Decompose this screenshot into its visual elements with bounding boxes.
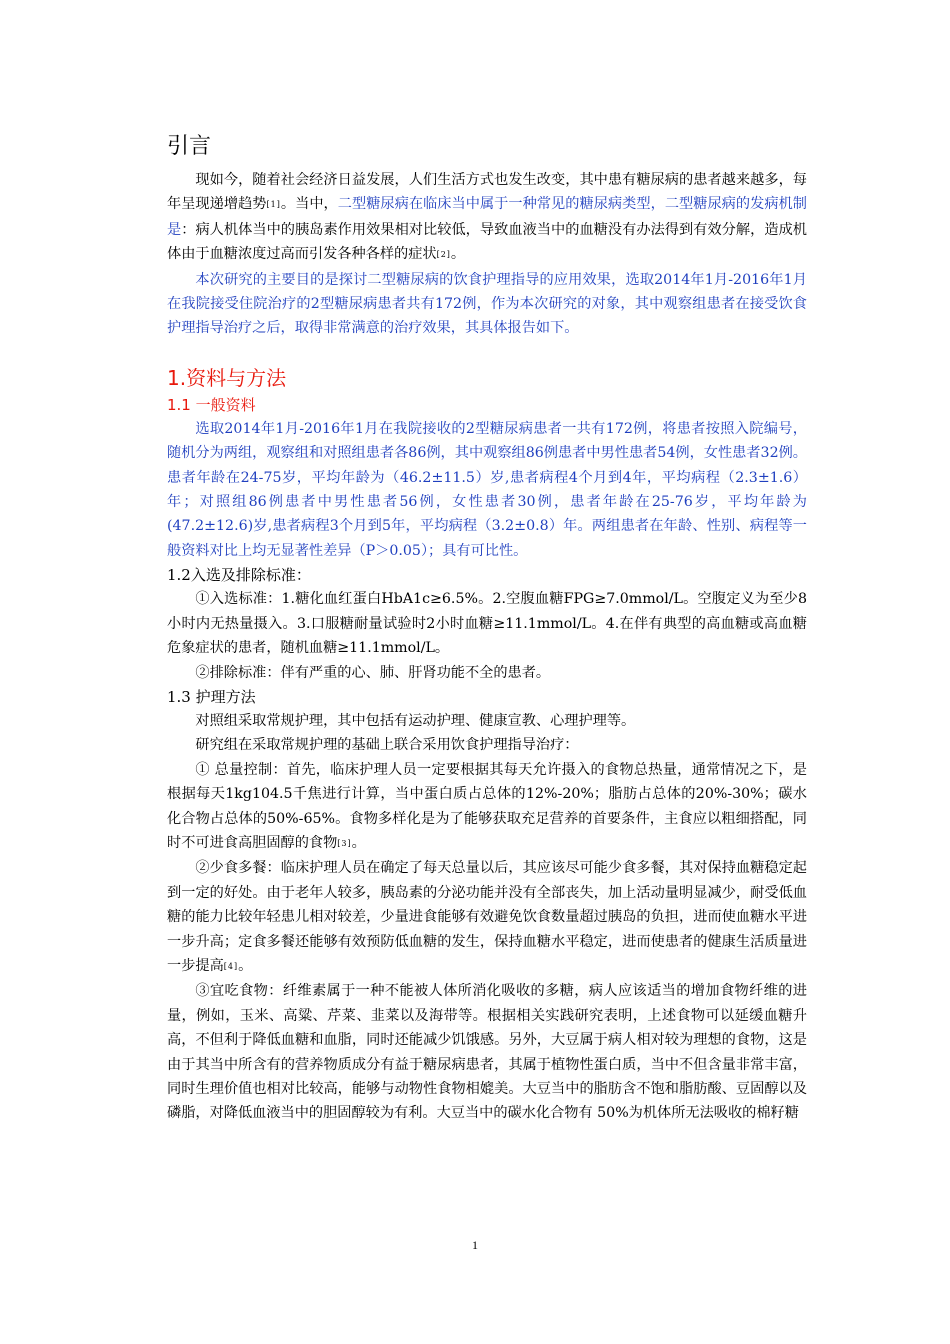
total-control-text: ① 总量控制：首先，临床护理人员一定要根据其每天允许摄入的食物总热量，通常情况之下，是根据每天1kg104.5千焦进行计算，当中蛋白质占总体的12%-20%；脂肪占总体的20%-30%；碳水化合物占总体的50%-65%。食物多样化是为了能够获取充足营养的首要条件，主食应以粗细搭配，同时不可进食高胆固醇的食物 bbox=[167, 761, 807, 851]
exclusion-criteria-paragraph: ②排除标准：伴有严重的心、肺、肝肾功能不全的患者。 bbox=[195, 664, 551, 681]
intro-paragraph-2: 本次研究的主要目的是探讨二型糖尿病的饮食护理指导的应用效果，选取2014年1月-2016年1月在我院接受住院治疗的2型糖尿病患者共有172例，作为本次研究的对象，其中观察组患者在接受饮食护理指导治疗之后，取得非常满意的治疗效果，其具体报告如下。 bbox=[167, 271, 807, 337]
section-1-1-paragraph: 选取2014年1月-2016年1月在我院接收的2型糖尿病患者一共有172例，将患者按照入院编号，随机分为两组，观察组和对照组患者各86例，其中观察组86例患者中男性患者54例，女性患者32例。患者年龄在24-75岁，平均年龄为（46.2±11.5）岁,患者病程4个月到4年，平均病程（2.3±1.6）年；对照组86例患者中男性患者56例，女性患者30例，患者年龄在25-76岁，平均年龄为(47.2±12.6)岁,患者病程3个月到5年，平均病程（3.2±0.8）年。两组患者在年龄、性别、病程等一般资料对比上均无显著性差异（P＞0.05）；具有可比性。 bbox=[167, 420, 807, 559]
citation-ref-1: [1] bbox=[266, 200, 281, 210]
citation-ref-2: [2] bbox=[436, 250, 451, 260]
inclusion-criteria-paragraph: ①入选标准：1.糖化血红蛋白HbA1c≥6.5%。2.空腹血糖FPG≥7.0mmol/L。空腹定义为至少8小时内无热量摄入。3.口服糖耐量试验时2小时血糖≥11.1mmol/L。4.在伴有典型的高血糖或高血糖危象症状的患者，随机血糖≥11.1mmol/L。 bbox=[167, 591, 807, 657]
citation-ref-3: [3] bbox=[337, 838, 352, 848]
recommended-foods-paragraph: ③宜吃食物：纤维素属于一种不能被人体所消化吸收的多糖，病人应该适当的增加食物纤维的进量，例如，玉米、高粱、芹菜、韭菜以及海带等。根据相关实践研究表明，上述食物可以延缓血糖升高，不但利于降低血糖和血脂，同时还能减少饥饿感。另外，大豆属于病人相对较为理想的食物，这是由于其当中所含有的营养物质成分有益于糖尿病患者，其属于植物性蛋白质，当中不但含量非常丰富，同时生理价值也相对比较高，能够与动物性食物相媲美。大豆当中的脂肪含不饱和脂肪酸、豆固醇以及磷脂，对降低血液当中的胆固醇较为有利。大豆当中的碳水化合物有 50%为机体所无法吸收的棉籽糖 bbox=[167, 983, 807, 1122]
total-control-paragraph bbox=[167, 758, 807, 857]
section-1-2-heading: 1.2入选及排除标准： bbox=[167, 566, 311, 585]
small-meals-paragraph bbox=[167, 856, 807, 979]
section-1-3-heading: 1.3 护理方法 bbox=[167, 687, 256, 706]
intro-p1-text-d: 。 bbox=[450, 246, 466, 263]
page-number: 1 bbox=[472, 1238, 478, 1252]
citation-ref-4: [4] bbox=[223, 961, 239, 971]
intro-p1-blue-b: 二型糖尿病的发病机制是 bbox=[167, 196, 807, 238]
section-1-heading: 1.资料与方法 bbox=[167, 365, 287, 390]
total-control-end: 。 bbox=[351, 834, 366, 851]
intro-p1-text-a: 现如今，随着社会经济日益发展，人们生活方式也发生改变，其中患有糖尿病的患者越来越多，每年呈现递增趋势 bbox=[167, 172, 807, 213]
control-group-paragraph: 对照组采取常规护理，其中包括有运动护理、健康宣教、心理护理等。 bbox=[195, 712, 636, 729]
intro-paragraph-1 bbox=[167, 168, 807, 268]
study-group-paragraph: 研究组在采取常规护理的基础上联合采用饮食护理指导治疗： bbox=[195, 737, 579, 754]
intro-p1-text-b: 。当中， bbox=[280, 196, 338, 213]
intro-p1-text-c: ：病人机体当中的胰岛素作用效果相对比较低，导致血液当中的血糖没有办法得到有效分解，造成机体由于血糖浓度过高而引发各种各样的症状 bbox=[167, 221, 807, 263]
intro-heading: 引言 bbox=[167, 134, 212, 159]
small-meals-text: ②少食多餐：临床护理人员在确定了每天总量以后，其应该尽可能少食多餐，其对保持血糖稳定起到一定的好处。由于老年人较多，胰岛素的分泌功能并没有全部丧失，加上活动量明显减少，耐受低血糖的能力比较年轻患儿相对较差，少量进食能够有效避免饮食数量超过胰岛的负担，进而使血糖水平进一步升高；定食多餐还能够有效预防低血糖的发生，保持血糖水平稳定，进而使患者的健康生活质量进一步提高 bbox=[167, 860, 807, 974]
small-meals-end: 。 bbox=[238, 957, 253, 974]
intro-p1-blue-a: 二型糖尿病在临床当中属于一种常见的糖尿病类型， bbox=[337, 196, 665, 213]
document-body bbox=[167, 132, 807, 1126]
section-1-1-heading: 1.1 一般资料 bbox=[167, 395, 256, 414]
